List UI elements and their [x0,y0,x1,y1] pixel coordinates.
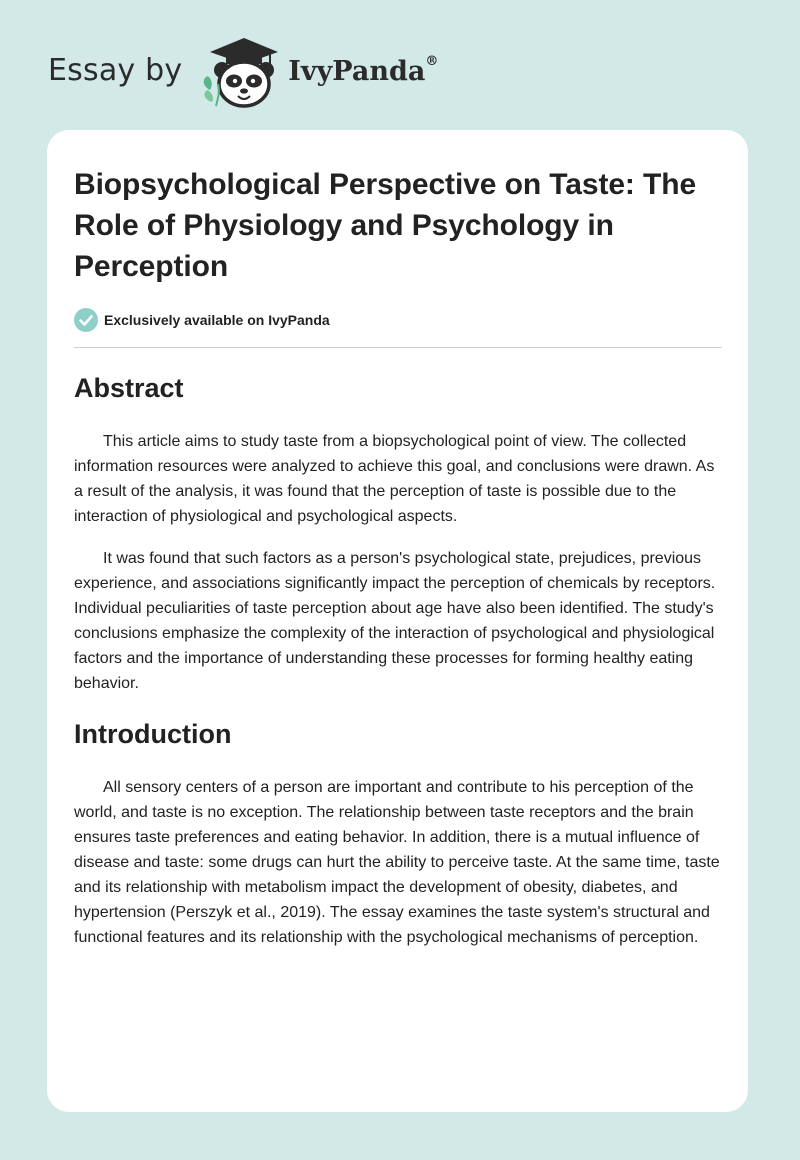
panda-graduate-icon[interactable] [198,34,284,110]
exclusive-badge [74,307,722,333]
site-header [48,34,438,114]
abstract-paragraph: It was found that such factors as a person's psychological state, prejudices, previous experience, and associations significantly impact the perception of chemicals by receptors. Individual peculiarities of taste perception about age have also been identified. The study's conclusions emphasize the complexity of the interaction of psychological and physiological factors and the importance of understanding these processes for forming healthy eating behavior. [74,550,716,692]
brand-name[interactable] [288,53,439,87]
introduction-paragraph: All sensory centers of a person are important and contribute to his perception of the world, and taste is no exception. The relationship between taste receptors and the brain ensures taste preferences and eating behavior. In addition, there is a mutual influence of disease and taste: some drugs can hurt the ability to perceive taste. At the same time, taste and its relationship with metabolism impact the development of obesity, diabetes, and hypertension (Perszyk et al., 2019). The essay examines the taste system's structural and functional features and its relationship with the psychological mechanisms of perception. [74,779,720,946]
article-title: Biopsychological Perspective on Taste: The Role of Physiology and Psychology in Perception [74,168,697,283]
brand-label: IvyPanda [288,55,426,87]
registered-mark: ® [425,53,439,69]
check-circle-icon [74,308,98,332]
exclusive-badge-label: Exclusively available on IvyPanda [104,312,330,328]
abstract-paragraph: This article aims to study taste from a biopsychological point of view. The collected information resources were analyzed to achieve this goal, and conclusions were drawn. As a result of the analysis, it was found that the perception of taste is possible due to the interaction of physiological and psychological aspects. [74,433,715,525]
essay-by-label: Essay by [48,52,183,88]
section-heading-introduction: Introduction [74,719,232,749]
divider [74,347,722,348]
section-heading-abstract: Abstract [74,373,184,403]
article-card [47,130,748,1112]
